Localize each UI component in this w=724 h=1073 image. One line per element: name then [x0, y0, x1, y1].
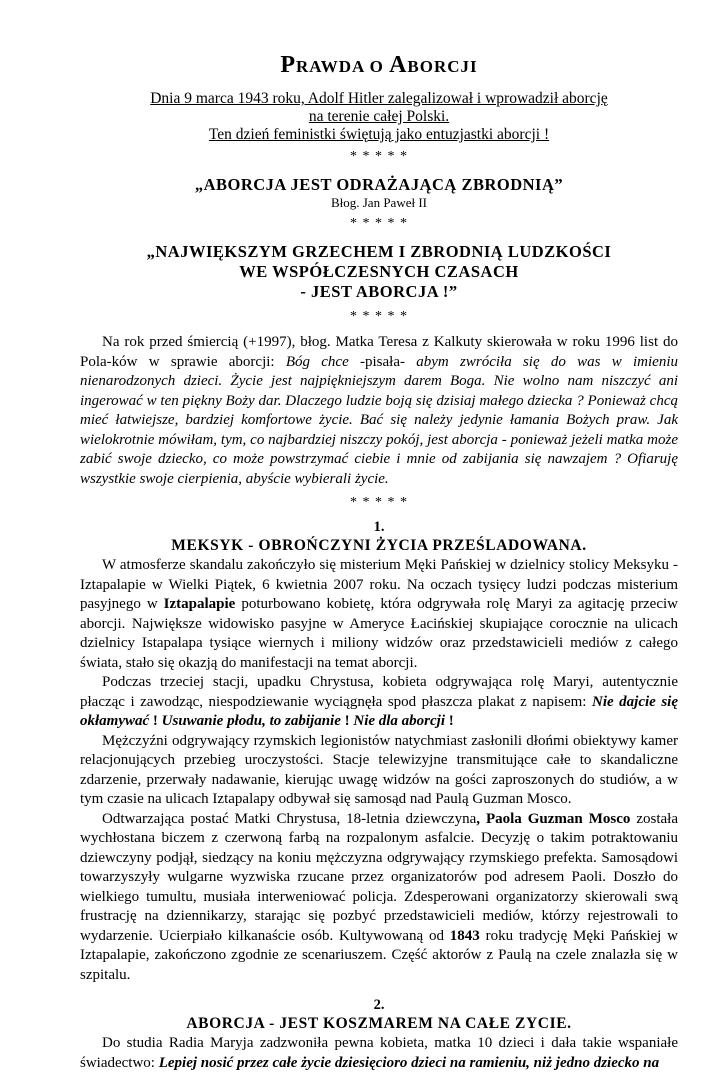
title-part: A — [389, 52, 408, 78]
text-run: Usuwanie płodu, to zabijanie — [161, 713, 341, 729]
text-run: Mężczyźni odgrywający rzymskich legionistów natychmiast zasłonili dłońmi obiektywy kamer relacjonujących przebieg uroczystości. Stacje telewizyjne transmitujące całe to skandaliczne zdarzenie, przerwały nadawanie, kierując uwagę widzów na gości zaproszonych do studiów, a w tym czasie na ulicach Iztapalapy odbywał się samosąd nad Paulą Guzman Mosco. — [80, 732, 678, 807]
text-run: Bóg chce — [285, 353, 361, 370]
document-page — [80, 50, 678, 1073]
separator-stars: * * * * * — [350, 149, 408, 164]
text-run: ! — [340, 713, 354, 729]
quote-author: Błog. Jan Paweł II — [330, 195, 428, 210]
separator-stars: * * * * * — [350, 216, 408, 231]
title-part: P — [280, 52, 297, 78]
separator-stars: * * * * * — [350, 309, 408, 324]
section1-paragraph — [80, 810, 678, 986]
quote-line: WE WSPÓŁCZESNYCH CZASACH — [239, 262, 519, 281]
text-run: Odtwarzająca postać Matki Chrystusa, 18-letnia dziewczyna — [102, 810, 477, 827]
text-run: Podczas trzeciej stacji, upadku Chrystusa, kobieta odgrywająca rolę Maryi, autentycznie płacząc i zawodząc, niespodziewanie wyciągnęła spod płaszcza plakat z napisem: — [80, 674, 678, 710]
text-run: została wychłostana biczem z czerwoną farbą na rozpalonym asfalcie. Decyzję o takim potraktowaniu dziewczyny podjął, siedzący na koniu mężczyzna odgrywający rzymskiego prefekta. Samosądowi towarzyszyły wulgarne wyzwiska rzucane przez organizatorów pod adresem Paoli. Doszło do wielkiego tumultu, musiała interweniować policja. Zdesperowani organizatorzy skierowali swą frustrację na dziennikarzy, starając się pozbyć przedstawicieli mediów, którzy rejestrowali to wydarzenie. Ucierpiało kilkanaście osób. Kultywowaną od — [80, 810, 678, 944]
section1-paragraph — [80, 732, 678, 810]
teresa-paragraph — [80, 333, 678, 489]
quote-pope: „ABORCJA JEST ODRAŻAJĄCĄ ZBRODNIĄ” — [194, 175, 564, 194]
text-run: roku tradycję Męki Pańskiej w Iztapalapie, zakończono zgodnie ze scenariuszem. Część aktorów z Paulą na czele znalazła się w szpitalu. — [80, 927, 679, 983]
section-number: 2. — [373, 997, 385, 1013]
section-title: MEKSYK - OBROŃCZYNI ŻYCIA PRZEŚLADOWANA. — [171, 537, 587, 554]
section-number: 1. — [373, 519, 385, 535]
title-part: O — [364, 57, 390, 76]
title-part: BORCJI — [407, 57, 478, 76]
text-run: Nie dla aborcji — [353, 713, 446, 729]
section1-paragraph — [80, 673, 678, 732]
text-run: abym zwróciła się do was w imieniu nienarodzonych dzieci. Życie jest najpiękniejszym darem Boga. Nie wolno nam niszczyć ani ingerować w ten piękny Boży dar. Dlaczego ludzie boją się dzisiaj małego dziecka ? Ponieważ chcą mieć łatwiejsze, bardziej komfortowe życie. Bać się należy jedynie łamania Bożych praw. Jak wielokrotnie mówiłam, tym, co najbardziej niszczy pokój, jest aborcja - ponieważ jeżeli matka może zabić swoje dziecko, co może powstrzymać ciebie i mnie od zabijania się nawzajem ? Ofiaruję wszystkie swoje cierpienia, abyście wybierali życie. — [80, 353, 679, 487]
text-run: Iztapalapie — [163, 596, 236, 612]
text-run: Lepiej nosić przez całe życie dziesięcioro dzieci na ramieniu, niż jedno dziecko na — [158, 1054, 660, 1071]
intro-line: Dnia 9 marca 1943 roku, Adolf Hitler zalegalizował i wprowadził aborcję — [150, 90, 608, 107]
quote-abortion-sin — [80, 242, 678, 302]
page-title — [80, 50, 678, 82]
text-run: 1843 — [449, 927, 480, 944]
text-run: , Paola Guzman Mosco — [476, 810, 631, 827]
text-run: poturbowano kobietę, która odgrywała rolę Maryi za agitację przeciw aborcji. Największe widowisko pasyjne w Ameryce Łacińskiej skupiające corocznie na ulicach dzielnicy Istapalapa tysiące wiernych i miliony widzów oraz przedstawicieli mediów z całego świata, stało się okazją do manifestacji na temat aborcji. — [80, 596, 678, 671]
text-run: -pisała- — [360, 353, 417, 370]
title-part: RAWDA — [296, 57, 365, 76]
quote-line: - JEST ABORCJA !” — [300, 282, 458, 301]
intro-note — [80, 90, 678, 144]
text-run: W atmosferze skandalu zakończyło się misterium Męki Pańskiej w dzielnicy stolicy Meksyku - Iztapalapie w Wielki Piątek, 6 kwietnia 2007 roku. Na oczach tysięcy ludzi podczas misterium pasyjnego w — [80, 557, 678, 612]
intro-line: na terenie całej Polski. — [308, 108, 450, 125]
text-run: ! — [149, 713, 162, 729]
text-run: Do studia Radia Maryja zadzwoniła pewna kobieta, matka 10 dzieci i dała takie wspaniałe świadectwo: — [80, 1035, 678, 1071]
text-run: ! — [445, 713, 454, 729]
text-run: Na rok przed śmiercią (+1997), błog. Matka Teresa z Kalkuty skierowała w roku 1996 list do Pola-ków w sprawie aborcji: — [80, 334, 678, 370]
section-title: ABORCJA - JEST KOSZMAREM NA CAŁE ZYCIE. — [186, 1015, 572, 1032]
section2-paragraph — [80, 1034, 678, 1073]
separator-stars: * * * * * — [350, 495, 408, 510]
intro-line: Ten dzień feministki świętują jako entuzjastki aborcji ! — [208, 126, 550, 143]
quote-line: „NAJWIĘKSZYM GRZECHEM I ZBRODNIĄ LUDZKOŚCI — [146, 242, 612, 261]
text-run: Nie dajcie się okłamywać — [80, 693, 678, 729]
section1-paragraph — [80, 556, 678, 673]
